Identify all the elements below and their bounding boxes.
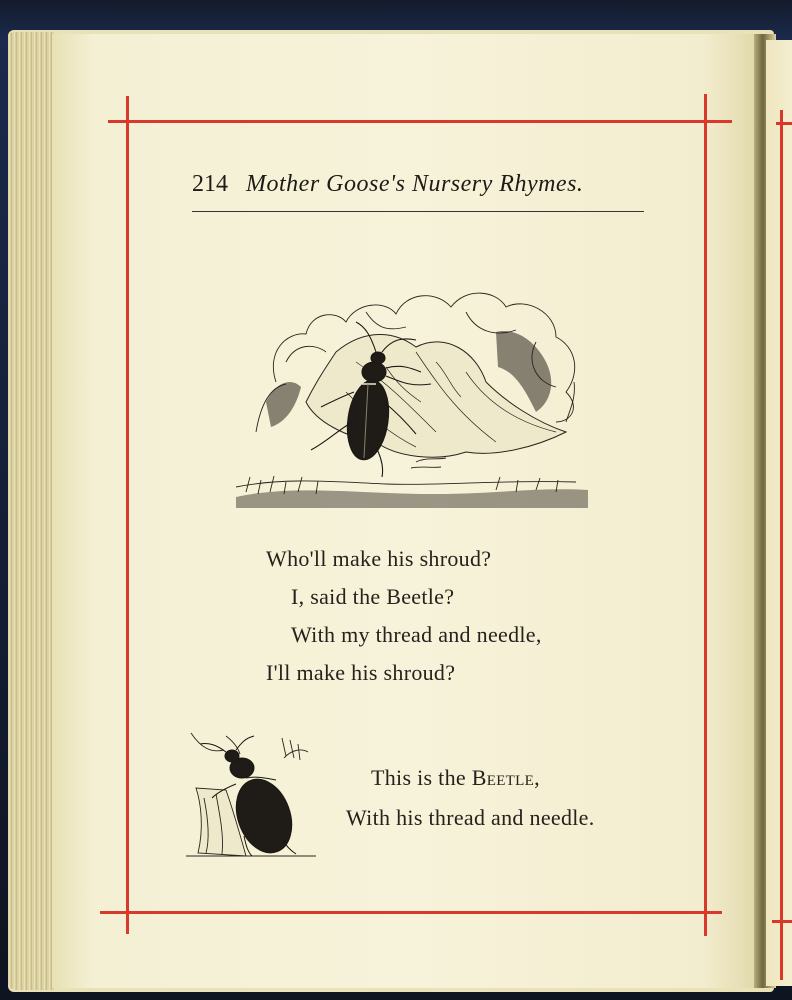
- verse-line-3: With my thread and needle,: [291, 622, 542, 647]
- border-right: [704, 94, 707, 936]
- small-beetle-engraving: [186, 728, 316, 860]
- verse-line-4: I'll make his shroud?: [266, 660, 456, 685]
- page-edges: [8, 32, 54, 990]
- border-left: [126, 96, 129, 934]
- caption-line-2: With his thread and needle.: [346, 805, 595, 830]
- caption-prefix: This is the: [371, 765, 472, 790]
- verse-line-1: Who'll make his shroud?: [266, 546, 492, 571]
- header-rule: [192, 211, 644, 212]
- page-header: [192, 171, 642, 205]
- border-bottom: [100, 911, 722, 914]
- next-page-border-top: [776, 122, 792, 125]
- page-number: 214: [192, 171, 228, 197]
- next-page-border-left: [780, 110, 783, 980]
- beetle-engraving: [236, 272, 588, 508]
- verse-line-2: I, said the Beetle?: [291, 584, 455, 609]
- next-page-edge: [766, 40, 792, 986]
- verse: [266, 540, 666, 692]
- next-page-border-bottom: [772, 920, 792, 923]
- border-top: [108, 120, 732, 123]
- caption-line-1: [346, 758, 666, 798]
- running-title: Mother Goose's Nursery Rhymes.: [246, 171, 584, 197]
- caption-name: Beetle: [471, 765, 535, 790]
- caption: [346, 758, 666, 838]
- caption-suffix: ,: [534, 765, 540, 790]
